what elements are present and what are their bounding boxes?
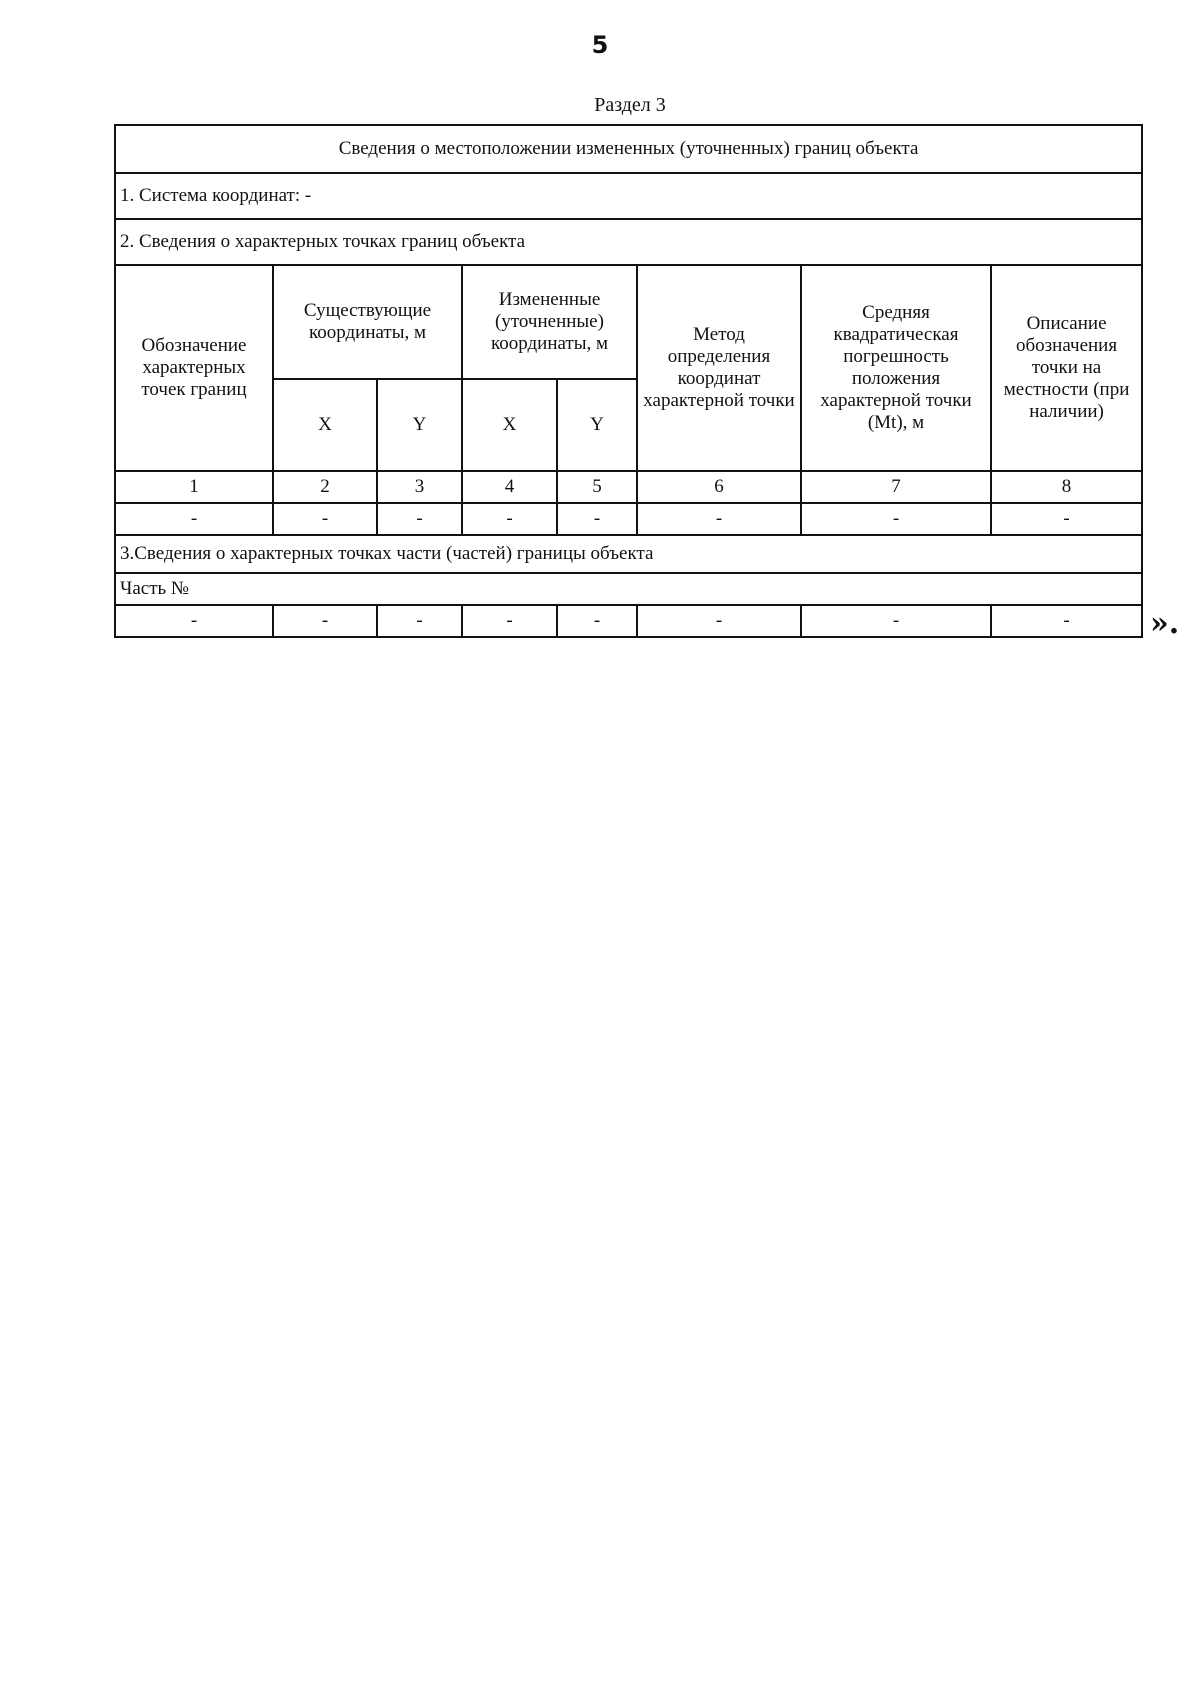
table-cell: -	[801, 605, 991, 637]
table-cell: -	[557, 605, 637, 637]
header-mean-error: Средняя квадратическая погрешность положения характерной точки (Mt), м	[801, 265, 991, 471]
table-cell: -	[377, 503, 462, 535]
table-cell: -	[377, 605, 462, 637]
page-number: 5	[591, 31, 609, 59]
table-cell: -	[991, 605, 1142, 637]
header-existing-coords: Существующие координаты, м	[273, 265, 462, 379]
boundary-info-table	[114, 124, 1143, 638]
closing-quote: ».	[1150, 606, 1180, 641]
column-number: 2	[273, 471, 377, 503]
header-method: Метод определения координат характерной точки	[637, 265, 801, 471]
table-cell: -	[637, 605, 801, 637]
table-cell: -	[462, 605, 557, 637]
header-existing-y: Y	[377, 379, 462, 471]
table-cell: -	[991, 503, 1142, 535]
points-heading: 2. Сведения о характерных точках границ объекта	[115, 219, 1142, 265]
header-changed-y: Y	[557, 379, 637, 471]
table-cell: -	[115, 503, 273, 535]
header-existing-x: X	[273, 379, 377, 471]
coordinate-system-row: 1. Система координат: -	[115, 173, 1142, 219]
column-number: 8	[991, 471, 1142, 503]
table-cell: -	[462, 503, 557, 535]
table-title: Сведения о местоположении измененных (уточненных) границ объекта	[115, 125, 1142, 173]
header-changed-x: X	[462, 379, 557, 471]
table-row	[115, 503, 1142, 535]
column-number: 4	[462, 471, 557, 503]
table-cell: -	[273, 605, 377, 637]
parts-heading: 3.Сведения о характерных точках части (частей) границы объекта	[115, 535, 1142, 573]
header-changed-coords: Измененные (уточненные) координаты, м	[462, 265, 637, 379]
column-number: 5	[557, 471, 637, 503]
table-cell: -	[801, 503, 991, 535]
column-number: 6	[637, 471, 801, 503]
table-cell: -	[115, 605, 273, 637]
header-designation: Обозначение характерных точек границ	[115, 265, 273, 471]
column-numbers-row	[115, 471, 1142, 503]
section-title: Раздел 3	[594, 94, 666, 116]
table-cell: -	[273, 503, 377, 535]
column-number: 1	[115, 471, 273, 503]
column-number: 3	[377, 471, 462, 503]
table-row	[115, 605, 1142, 637]
header-description: Описание обозначения точки на местности (при наличии)	[991, 265, 1142, 471]
table-cell: -	[637, 503, 801, 535]
table-cell: -	[557, 503, 637, 535]
column-number: 7	[801, 471, 991, 503]
part-number-label: Часть №	[115, 573, 1142, 605]
